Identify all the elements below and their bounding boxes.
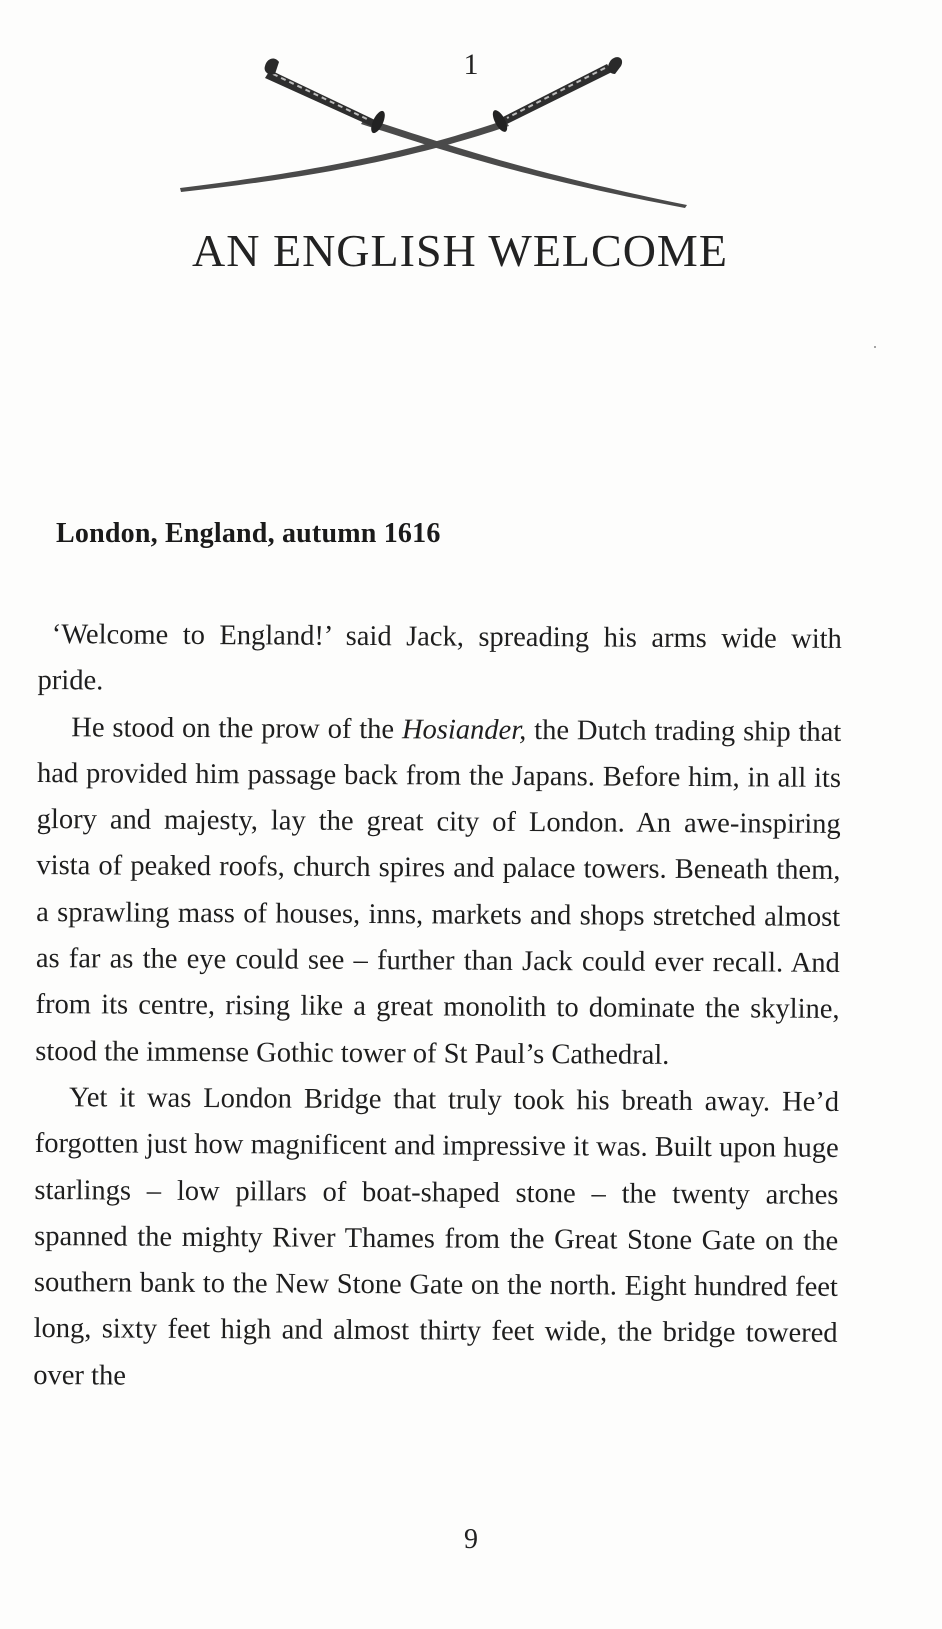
italic-text: Hosiander, — [401, 713, 527, 746]
chapter-number: 1 — [463, 48, 479, 81]
chapter-title: AN ENGLISH WELCOME — [192, 225, 728, 276]
body-text — [33, 612, 842, 1404]
paragraph — [33, 1075, 839, 1404]
text-run: Yet it was London Bridge that truly took his breath away. He’d forgotten just how magnificent and impressive it was. Built upon huge starlings – low pillars of boat-shaped stone – the twenty arches spanned the mighty River Thames from the Great Stone Gate on the southern bank to the New Stone Gate on the north. Eight hundred feet long, sixty feet high and almost thirty feet wide, the bridge towered over the — [33, 1082, 840, 1392]
speck-mark — [874, 346, 876, 348]
paragraph — [37, 612, 842, 710]
location-heading: London, England, autumn 1616 — [56, 518, 441, 549]
text-run: the Dutch trading ship that had provided him passage back from the Japans. Before him, in all its glory and majesty, lay the great city of London. An awe-inspiring vista of peaked roofs, church spires and palace towers. Beneath them, a sprawling mass of houses, inns, markets and shops stretched almost as far as the eye could see – further than Jack could ever recall. And from its centre, rising like a great monolith to dominate the skyline, stood the immense Gothic tower of St Paul’s Cathedral. — [35, 714, 842, 1071]
page-number: 9 — [464, 1524, 478, 1555]
paragraph — [35, 705, 841, 1080]
text-run: He stood on the prow of the — [71, 711, 403, 745]
text-run: ‘Welcome to England!’ said Jack, spreading his arms wide with pride. — [37, 619, 842, 697]
